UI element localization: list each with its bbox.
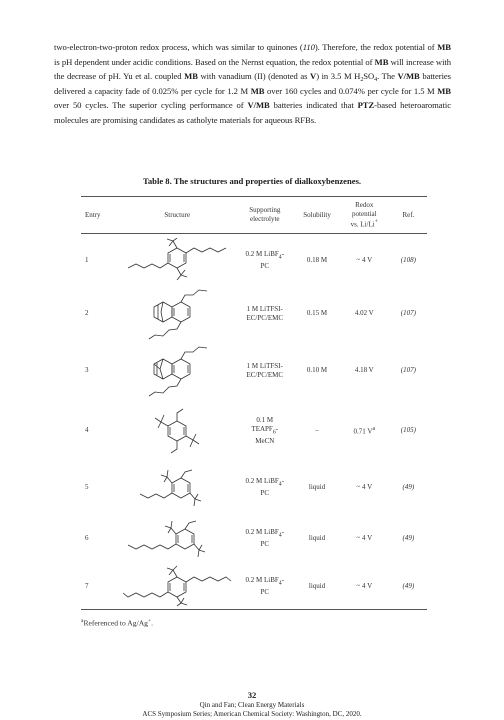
molecule-structure-1 — [125, 238, 229, 282]
table-row — [81, 342, 427, 400]
cell-electrolyte: 1 M LiTFSI- EC/PC/EMC — [246, 305, 284, 322]
cell-ref: (105) — [400, 426, 416, 435]
cell-entry: 1 — [85, 255, 89, 264]
table-row — [81, 234, 427, 286]
molecule-structure-5 — [125, 466, 229, 510]
molecule-structure-3 — [125, 345, 229, 397]
table-row — [81, 462, 427, 514]
cell-entry: 7 — [81, 564, 120, 610]
header-ref: Ref. — [390, 197, 427, 234]
cell-electrolyte: 0.1 M $TEAPF_6-$ MeCN — [251, 416, 279, 445]
table-row — [81, 564, 427, 610]
footer-citation-line-2: ACS Symposium Series; American Chemical Society: Washington, DC, 2020. — [142, 710, 362, 718]
table-caption: Table 8. The structures and properties of dialkoxybenzenes. — [142, 176, 362, 186]
cell-solubility: 0.15 M — [306, 309, 328, 318]
cell-ref: (107) — [400, 309, 416, 318]
dialkoxybenzene-table — [81, 196, 427, 610]
cell-structure — [120, 564, 234, 610]
cell-electrolyte: 0.2 M LiBF$_4$- PC — [245, 477, 285, 498]
cell-entry: 2 — [85, 309, 89, 318]
table-row — [81, 286, 427, 342]
table-row — [81, 514, 427, 564]
molecule-structure-4 — [125, 403, 229, 459]
cell-potential: 4.18 V — [354, 366, 374, 375]
molecule-structure-6 — [125, 517, 229, 561]
cell-potential: ~ 4 V — [339, 564, 390, 610]
header-structure: Structure — [120, 197, 234, 234]
table-header-row — [81, 197, 427, 234]
cell-electrolyte: 0.2 M LiBF$_4$- PC — [234, 564, 295, 610]
cell-potential: 4.02 V — [354, 309, 374, 318]
cell-potential: ~ 4 V — [356, 534, 373, 543]
cell-potential: 0.71 $V^a$ — [353, 426, 376, 436]
page-number: 32 — [247, 690, 257, 700]
cell-ref: (108) — [400, 255, 416, 264]
cell-structure — [120, 514, 234, 564]
cell-solubility: 0.10 M — [306, 366, 328, 375]
cell-ref: (107) — [400, 366, 416, 375]
cell-solubility: liquid — [295, 564, 338, 610]
table-row — [81, 400, 427, 462]
cell-ref: (49) — [390, 564, 427, 610]
cell-solubility: 0.18 M — [306, 255, 328, 264]
cell-structure — [120, 286, 234, 342]
cell-electrolyte: 1 M LiTFSI- EC/PC/EMC — [246, 362, 284, 379]
cell-electrolyte: 0.2 M LiBF$_4$- PC — [245, 249, 285, 270]
cell-entry: 5 — [85, 483, 89, 492]
cell-structure — [120, 462, 234, 514]
cell-structure — [120, 400, 234, 462]
cell-solubility: liquid — [308, 534, 326, 543]
cell-potential: ~ 4 V — [356, 255, 373, 264]
header-entry: Entry — [81, 197, 120, 234]
cell-structure — [120, 342, 234, 400]
header-potential: Redox potential vs. Li/Li+ — [339, 197, 390, 234]
cell-entry: 6 — [85, 534, 89, 543]
cell-entry: 3 — [85, 366, 89, 375]
cell-electrolyte: 0.2 M LiBF$_4$- PC — [245, 528, 285, 549]
cell-ref: (49) — [402, 483, 415, 492]
footer-citation-line-1: Qin and Fan; Clean Energy Materials — [199, 701, 305, 709]
cell-structure — [120, 234, 234, 286]
molecule-structure-7 — [122, 565, 232, 607]
body-paragraph: two-electron-two-proton redox process, which was similar to quinones (110). Therefore, the redox potential of MB is pH dependent under acidic conditions. Based on the Nernst equation, the redox potential of MB will increase with the decrease of pH. Yu et al. coupled MB with vanadium (II) (denoted as V) in 3.5 M $H_2SO_4$. The V/MB batteries delivered a capacity fade of 0.025% per cycle for 1.2 M MB over 160 cycles and 0.074% per cycle for 1.5 M MB over 50 cycles. The superior cycling performance of V/MB batteries indicated that PTZ-based heteroaromatic molecules are promising candidates as catholyte materials for aqueous RFBs. — [54, 42, 452, 125]
cell-entry: 4 — [85, 426, 89, 435]
header-solubility: Solubility — [295, 197, 338, 234]
cell-potential: ~ 4 V — [356, 483, 373, 492]
table-footnote: $^a$Referenced to Ag/Ag+. — [81, 618, 153, 628]
molecule-structure-2 — [125, 288, 229, 340]
cell-solubility: – — [315, 426, 319, 435]
cell-ref: (49) — [402, 534, 415, 543]
cell-solubility: liquid — [308, 483, 326, 492]
header-electrolyte: Supporting electrolyte — [234, 197, 295, 234]
